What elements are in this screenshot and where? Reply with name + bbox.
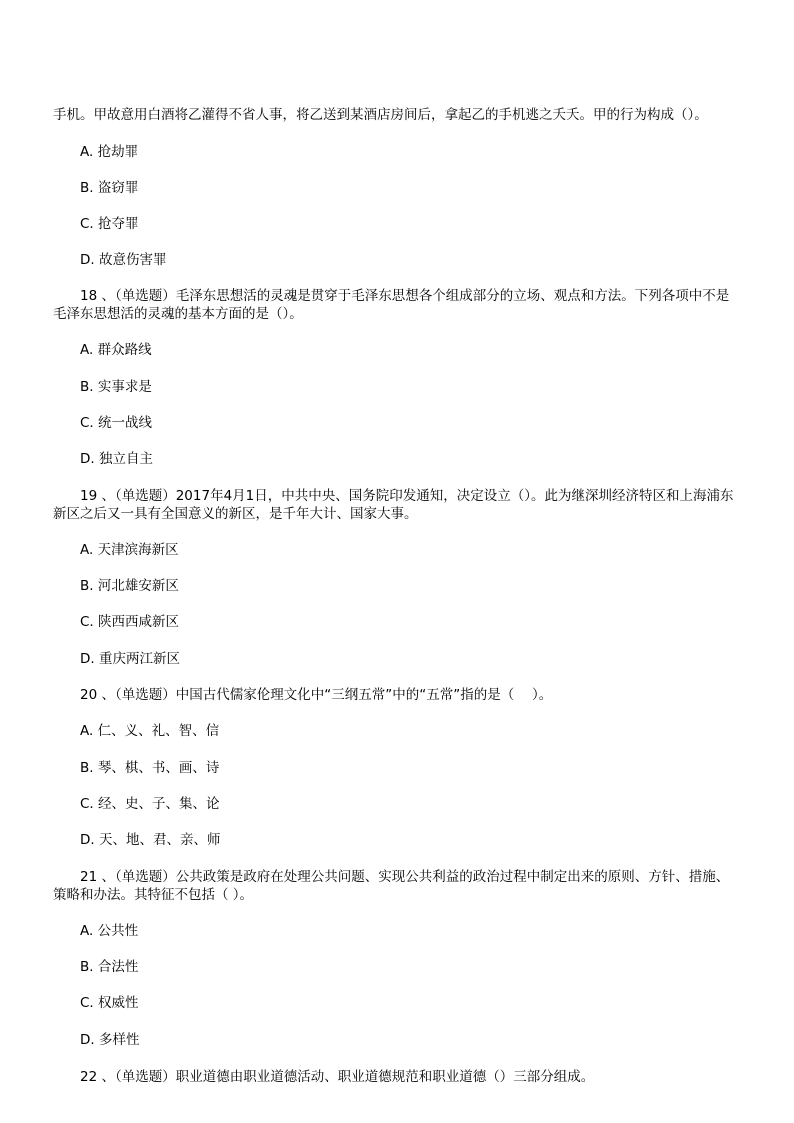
option-d: D. 故意伤害罪 — [80, 252, 167, 268]
option-a: A. 仁、义、礼、智、信 — [80, 723, 220, 739]
option-a: A. 抢劫罪 — [80, 144, 139, 160]
question-19-text-line2: 新区之后又一具有全国意义的新区，是千年大计、国家大事。 — [53, 506, 418, 522]
option-b: B. 盗窃罪 — [80, 180, 139, 196]
option-a: A. 公共性 — [80, 923, 139, 939]
option-d: D. 重庆两江新区 — [80, 651, 180, 667]
option-d: D. 天、地、君、亲、师 — [80, 832, 221, 848]
option-c: C. 权威性 — [80, 995, 139, 1011]
question-19-text: 19 、（单选题）2017年4月1日，中共中央、国务院印发通知，决定设立（）。此为继深圳经济特区和上海浦东 — [80, 488, 734, 504]
question-22-text: 22 、（单选题）职业道德由职业道德活动、职业道德规范和职业道德（）三部分组成。 — [80, 1069, 595, 1085]
option-b: B. 实事求是 — [80, 379, 152, 395]
option-c: C. 陕西西咸新区 — [80, 614, 180, 630]
option-a: A. 群众路线 — [80, 342, 152, 358]
option-a: A. 天津滨海新区 — [80, 542, 179, 558]
option-c: C. 经、史、子、集、论 — [80, 796, 220, 812]
question-21-text-line2: 策略和办法。其特征不包括（ ）。 — [53, 887, 254, 903]
question-20-text: 20 、（单选题）中国古代儒家伦理文化中“三纲五常”中的“五常”指的是（ ）。 — [80, 687, 553, 703]
option-c: C. 抢夺罪 — [80, 216, 139, 232]
option-c: C. 统一战线 — [80, 415, 153, 431]
option-b: B. 河北雄安新区 — [80, 578, 179, 594]
option-d: D. 多样性 — [80, 1032, 140, 1048]
question-17-text-continued: 手机。甲故意用白酒将乙灌得不省人事，将乙送到某酒店房间后，拿起乙的手机逃之夭夭。甲的行为构成（）。 — [53, 107, 708, 123]
option-d: D. 独立自主 — [80, 451, 153, 467]
question-18-text: 18 、（单选题）毛泽东思想活的灵魂是贯穿于毛泽东思想各个组成部分的立场、观点和方法。下列各项中不是 — [80, 288, 730, 304]
question-21-text: 21 、（单选题）公共政策是政府在处理公共问题、实现公共利益的政治过程中制定出来的原则、方针、措施、 — [80, 869, 730, 885]
question-18-text-line2: 毛泽东思想活的灵魂的基本方面的是（）。 — [53, 306, 303, 322]
option-b: B. 合法性 — [80, 959, 139, 975]
option-b: B. 琴、棋、书、画、诗 — [80, 760, 220, 776]
